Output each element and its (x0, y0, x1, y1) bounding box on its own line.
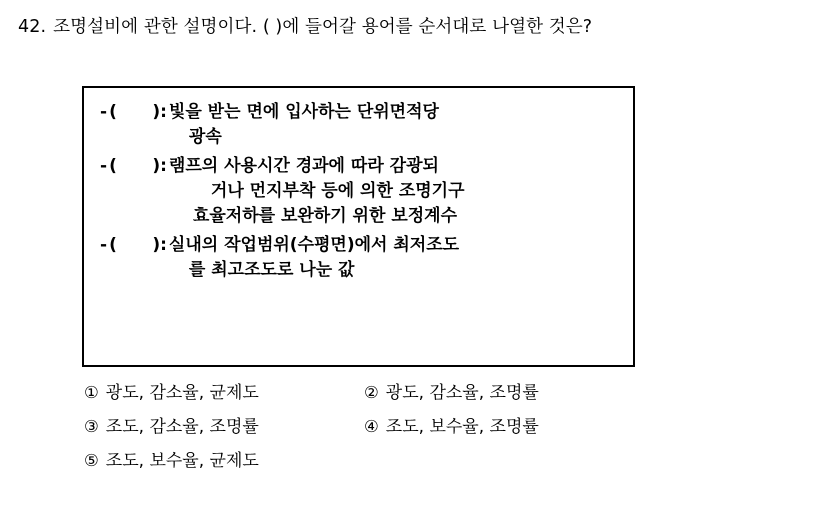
choice-row (84, 450, 784, 472)
choice-option-5[interactable] (84, 450, 364, 472)
statement-blank: ( ): (109, 102, 167, 122)
choice-option-2[interactable] (364, 382, 539, 404)
statement-line-text: 빛을 받는 면에 입사하는 단위면적당 (168, 102, 439, 122)
statement-body (167, 154, 619, 228)
answer-choices (84, 382, 784, 484)
statement-line (169, 100, 619, 125)
choice-label: 조도, 보수율, 균제도 (105, 451, 259, 472)
statement-item (100, 233, 619, 282)
choice-option-1[interactable] (84, 382, 364, 404)
statement-line: 거나 먼지부착 등에 의한 조명기구 (210, 180, 465, 201)
statement-item (100, 100, 619, 149)
statement-line: 실내의 작업범위(수평면)에서 최저조도 (168, 235, 460, 256)
choice-marker: ② (364, 383, 379, 402)
question-number: 42. (18, 17, 47, 37)
statement-line: 광속 (188, 126, 222, 147)
choice-marker: ④ (364, 417, 379, 437)
choice-marker: ① (84, 383, 99, 402)
choice-row (84, 382, 784, 404)
statement-line: 효율저하를 보완하기 위한 보정계수 (192, 205, 458, 226)
statement-blank: ( ): (109, 156, 167, 177)
statement-item (100, 154, 619, 228)
statement-box (82, 86, 635, 367)
statement-body (167, 233, 619, 282)
choice-marker: ③ (84, 417, 99, 437)
choice-row (84, 416, 784, 438)
statement-bullet: - (100, 102, 108, 122)
choice-option-3[interactable] (84, 416, 364, 438)
statement-blank: ( ): (109, 235, 167, 256)
choice-label: 조도, 감소율, 조명률 (105, 417, 259, 438)
question-text: 조명설비에 관한 설명이다. ( )에 들어갈 용어를 순서대로 나열한 것은? (53, 17, 593, 37)
statement-line: 램프의 사용시간 경과에 따라 감광되 (168, 156, 439, 177)
choice-label: 조도, 보수율, 조명률 (385, 417, 539, 438)
statement-bullet: - (100, 156, 108, 177)
statement-body (167, 100, 619, 149)
choice-marker: ⑤ (84, 451, 99, 471)
question-header (18, 14, 808, 41)
statement-line: 를 최고조도로 나눈 값 (188, 259, 355, 280)
choice-option-4[interactable] (364, 416, 539, 438)
choice-label: 광도, 감소율, 조명률 (385, 383, 539, 403)
statement-bullet: - (100, 235, 108, 256)
choice-label: 광도, 감소율, 균제도 (105, 383, 259, 403)
